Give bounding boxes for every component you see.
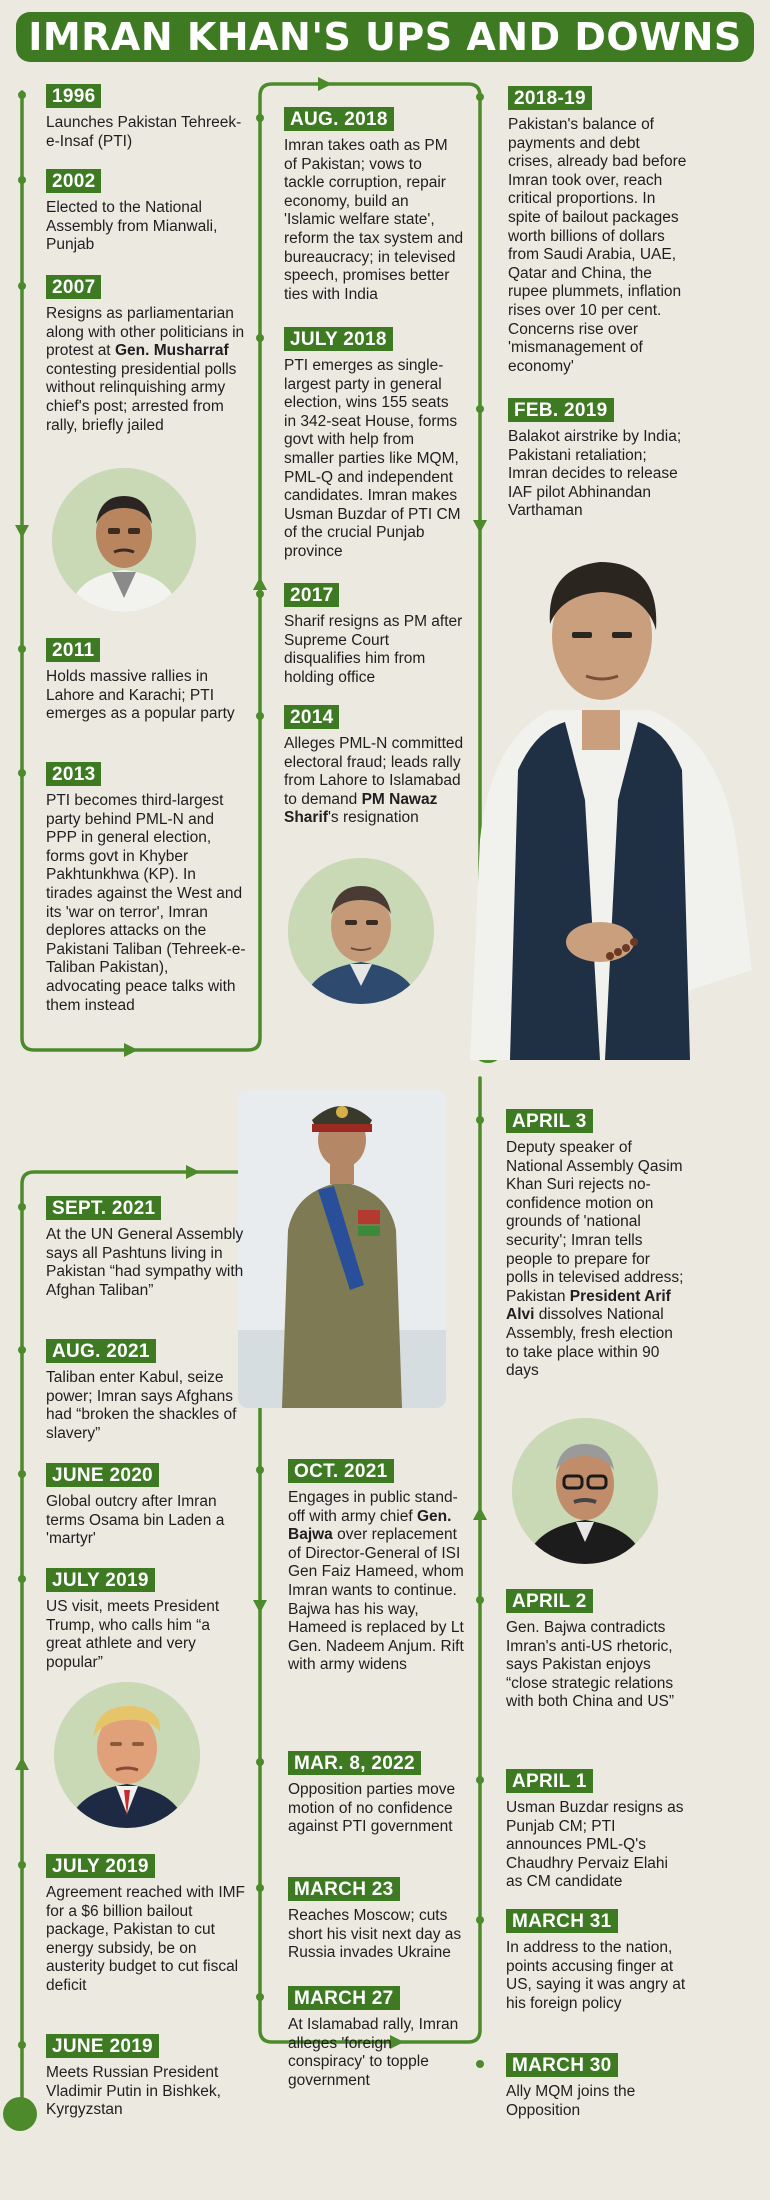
event-text: Balakot airstrike by India; Pakistani retaliation; Imran decides to release IAF pilot Abhinandan Varthaman — [508, 428, 682, 520]
arif-alvi-portrait — [512, 1418, 658, 1564]
event-text: Meets Russian President Vladimir Putin in Bishkek, Kyrgyzstan — [46, 2064, 221, 2119]
event-text — [46, 305, 246, 435]
timeline-dot — [18, 1861, 26, 1869]
timeline-dot — [476, 1596, 484, 1604]
timeline-dot — [256, 1758, 264, 1766]
event-march-30 — [506, 2053, 686, 2120]
event-text-part: Deputy speaker of National Assembly Qasim Khan Suri rejects no-confidence motion on grounds of 'national security'; Imran tells people to prepare for polls in televised address; Pakistan — [506, 1139, 684, 1305]
event-2011 — [46, 638, 246, 724]
timeline-start-circle — [3, 2097, 37, 2131]
event-text: Elected to the National Assembly from Mianwali, Punjab — [46, 199, 218, 254]
event-text-part: over replacement of Director-General of ISI Gen Faiz Hameed, whom Imran wants to continue. Bajwa has his way, Hameed is replaced by Lt Gen. Nadeem Anjum. Rift with army widens — [288, 1526, 464, 1674]
event-mar-8-2022 — [288, 1751, 468, 1837]
event-1996 — [46, 84, 246, 151]
event-june-2019 — [46, 2034, 246, 2120]
timeline-dot — [256, 590, 264, 598]
event-text: Pakistan's balance of payments and debt crises, already bad before Imran took over, reach critical proportions. In spite of bailout packages worth billions of dollars from Saudi Arabia, UAE, Qatar and China, the rupee plummets, inflation rises over 10 per cent. Concerns rise over 'mismanagement of economy' — [508, 116, 687, 375]
event-2007 — [46, 275, 246, 435]
arrow-right-icon — [318, 77, 332, 91]
person-icon — [288, 858, 434, 1004]
event-text: Holds massive rallies in Lahore and Karachi; PTI emerges as a popular party — [46, 668, 235, 723]
arrow-right-icon — [186, 1165, 200, 1179]
event-date: APRIL 1 — [506, 1769, 593, 1793]
page-title: IMRAN KHAN'S UPS AND DOWNS — [16, 12, 754, 62]
event-date: APRIL 3 — [506, 1109, 593, 1133]
event-text: Usman Buzdar resigns as Punjab CM; PTI announces PML-Q's Chaudhry Pervaiz Elahi as CM candidate — [506, 1799, 684, 1891]
event-text: Gen. Bajwa contradicts Imran's anti-US rhetoric, says Pakistan enjoys “close strategic relations with both China and US” — [506, 1619, 675, 1711]
timeline-dot — [256, 114, 264, 122]
timeline-dot — [18, 1203, 26, 1211]
event-text: Reaches Moscow; cuts short his visit next day as Russia invades Ukraine — [288, 1907, 462, 1962]
timeline-dot — [18, 1575, 26, 1583]
imran-khan-photo — [440, 540, 760, 1060]
event-text: At the UN General Assembly says all Pashtuns living in Pakistan “had sympathy with Afghan Taliban” — [46, 1226, 244, 1299]
timeline-dot — [18, 2041, 26, 2049]
event-june-2020 — [46, 1463, 246, 1549]
event-date: JUNE 2019 — [46, 2034, 159, 2058]
timeline-dot — [18, 1346, 26, 1354]
event-date: FEB. 2019 — [508, 398, 614, 422]
event-text — [506, 1139, 686, 1381]
event-date: MARCH 23 — [288, 1877, 400, 1901]
arrow-up-icon — [473, 1507, 487, 1520]
event-text-part: Resigns as parliamentarian along with other politicians in protest at — [46, 305, 245, 360]
event-date: AUG. 2021 — [46, 1339, 156, 1363]
event-sept-2021 — [46, 1196, 246, 1300]
arrow-down-icon — [253, 1600, 267, 1613]
event-text — [284, 735, 464, 828]
arrow-up-icon — [253, 577, 267, 590]
event-date: APRIL 2 — [506, 1589, 593, 1613]
nawaz-sharif-portrait — [288, 858, 434, 1004]
timeline-dot — [476, 1916, 484, 1924]
timeline-dot — [476, 1776, 484, 1784]
event-date: 2017 — [284, 583, 339, 607]
event-date: SEPT. 2021 — [46, 1196, 161, 1220]
event-date: OCT. 2021 — [288, 1459, 394, 1483]
arrow-up-icon — [15, 1757, 29, 1770]
event-text-part: 's resignation — [327, 809, 419, 827]
arrow-down-icon — [473, 520, 487, 533]
event-date: MARCH 30 — [506, 2053, 618, 2077]
event-2017 — [284, 583, 464, 687]
event-date: MARCH 27 — [288, 1986, 400, 2010]
event-text-bold: Gen. Musharraf — [114, 342, 229, 360]
event-text: Launches Pakistan Tehreek-e-Insaf (PTI) — [46, 114, 242, 150]
event-text-part: Engages in public stand-off with army chief — [288, 1489, 458, 1525]
timeline-dot — [256, 1884, 264, 1892]
event-july-2019-imf — [46, 1854, 246, 1996]
timeline-dot — [256, 334, 264, 342]
timeline-dot — [256, 712, 264, 720]
event-date: JULY 2019 — [46, 1854, 155, 1878]
event-text: Imran takes oath as PM of Pakistan; vows to tackle corruption, repair economy, build an 'Islamic welfare state', reform the tax system and bureaucracy; in televised speech, promises better ties with India — [284, 137, 464, 303]
trump-portrait — [54, 1682, 200, 1828]
timeline-dot — [256, 1993, 264, 2001]
event-date: JUNE 2020 — [46, 1463, 159, 1487]
arrow-right-icon — [124, 1043, 138, 1057]
bajwa-photo — [238, 1090, 446, 1408]
event-text: Taliban enter Kabul, seize power; Imran says Afghans had “broken the shackles of slavery” — [46, 1369, 237, 1442]
arrow-down-icon — [15, 525, 29, 538]
event-aug-2021 — [46, 1339, 246, 1443]
person-icon — [512, 1418, 658, 1564]
timeline-dot — [18, 1470, 26, 1478]
event-text-part: dissolves National Assembly, fresh election to take place within 90 days — [506, 1306, 673, 1380]
event-aug-2018 — [284, 107, 464, 304]
event-oct-2021 — [288, 1459, 468, 1675]
timeline-dot — [18, 645, 26, 653]
event-text: Opposition parties move motion of no confidence against PTI government — [288, 1781, 456, 1836]
event-date: 2013 — [46, 762, 101, 786]
timeline-dot — [256, 1466, 264, 1474]
event-march-27 — [288, 1986, 468, 2090]
event-date: 2002 — [46, 169, 101, 193]
event-july-2019-us — [46, 1568, 246, 1672]
event-march-23 — [288, 1877, 468, 1963]
event-2002 — [46, 169, 246, 255]
person-icon — [54, 1682, 200, 1828]
event-july-2018 — [284, 327, 464, 562]
event-text: Global outcry after Imran terms Osama bin Laden a 'martyr' — [46, 1493, 225, 1548]
musharraf-portrait — [52, 468, 196, 612]
event-text-part: Alleges PML-N committed electoral fraud; leads rally from Lahore to Islamabad to demand — [284, 735, 464, 808]
event-date: MARCH 31 — [506, 1909, 618, 1933]
event-2014 — [284, 705, 464, 828]
event-date: 2007 — [46, 275, 101, 299]
event-date: JULY 2019 — [46, 1568, 155, 1592]
event-text: At Islamabad rally, Imran alleges 'foreign conspiracy' to topple government — [288, 2016, 459, 2089]
event-text-bold: President Arif Alvi — [506, 1287, 671, 1324]
event-text: Agreement reached with IMF for a $6 billion bailout package, Pakistan to cut energy subsidy, be on austerity budget to cut fiscal deficit — [46, 1884, 246, 1994]
timeline-dot — [18, 282, 26, 290]
timeline-dot — [18, 176, 26, 184]
event-text-part: contesting presidential polls without relinquishing army chief's post; arrested from rally, briefly jailed — [46, 360, 237, 434]
event-date: 2018-19 — [508, 86, 592, 110]
event-text: In address to the nation, points accusing finger at US, saying it was angry at his foreign policy — [506, 1939, 686, 2012]
event-april-2 — [506, 1589, 686, 1712]
event-text-bold: PM Nawaz Sharif — [284, 790, 438, 827]
timeline-dot — [476, 2060, 484, 2068]
event-march-31 — [506, 1909, 686, 2013]
event-april-3 — [506, 1109, 686, 1381]
person-icon — [52, 468, 196, 612]
event-text: US visit, meets President Trump, who calls him “a great athlete and very popular” — [46, 1598, 220, 1671]
event-2013 — [46, 762, 246, 1015]
event-date: 2014 — [284, 705, 339, 729]
event-date: 2011 — [46, 638, 100, 662]
event-text-bold: Gen. Bajwa — [288, 1507, 452, 1544]
timeline-dot — [18, 91, 26, 99]
event-text: Sharif resigns as PM after Supreme Court disqualifies him from holding office — [284, 613, 463, 686]
event-date: JULY 2018 — [284, 327, 393, 351]
event-2018-19 — [508, 86, 688, 376]
event-date: AUG. 2018 — [284, 107, 394, 131]
timeline-dot — [476, 1116, 484, 1124]
timeline-dot — [476, 405, 484, 413]
event-text: PTI becomes third-largest party behind PML-N and PPP in general election, forms govt in Khyber Pakhtunkhwa (KP). In tirades against the West and its 'war on terror', Imran deplores attacks on the Pakistani Taliban (Tehreek-e-Taliban Pakistan), advocating peace talks with them instead — [46, 792, 246, 1014]
timeline-dot — [476, 93, 484, 101]
event-text: Ally MQM joins the Opposition — [506, 2083, 636, 2119]
event-date: 1996 — [46, 84, 101, 108]
timeline-dot — [18, 769, 26, 777]
event-april-1 — [506, 1769, 686, 1892]
event-date: MAR. 8, 2022 — [288, 1751, 421, 1775]
event-text — [288, 1489, 468, 1675]
person-icon — [238, 1090, 446, 1408]
event-text: PTI emerges as single-largest party in general election, wins 155 seats in 342-seat House, forms govt with help from smaller parties like MQM, PML-Q and independent candidates. Imran makes Usman Buzdar of PTI CM of the crucial Punjab province — [284, 357, 461, 560]
event-feb-2019 — [508, 398, 688, 521]
